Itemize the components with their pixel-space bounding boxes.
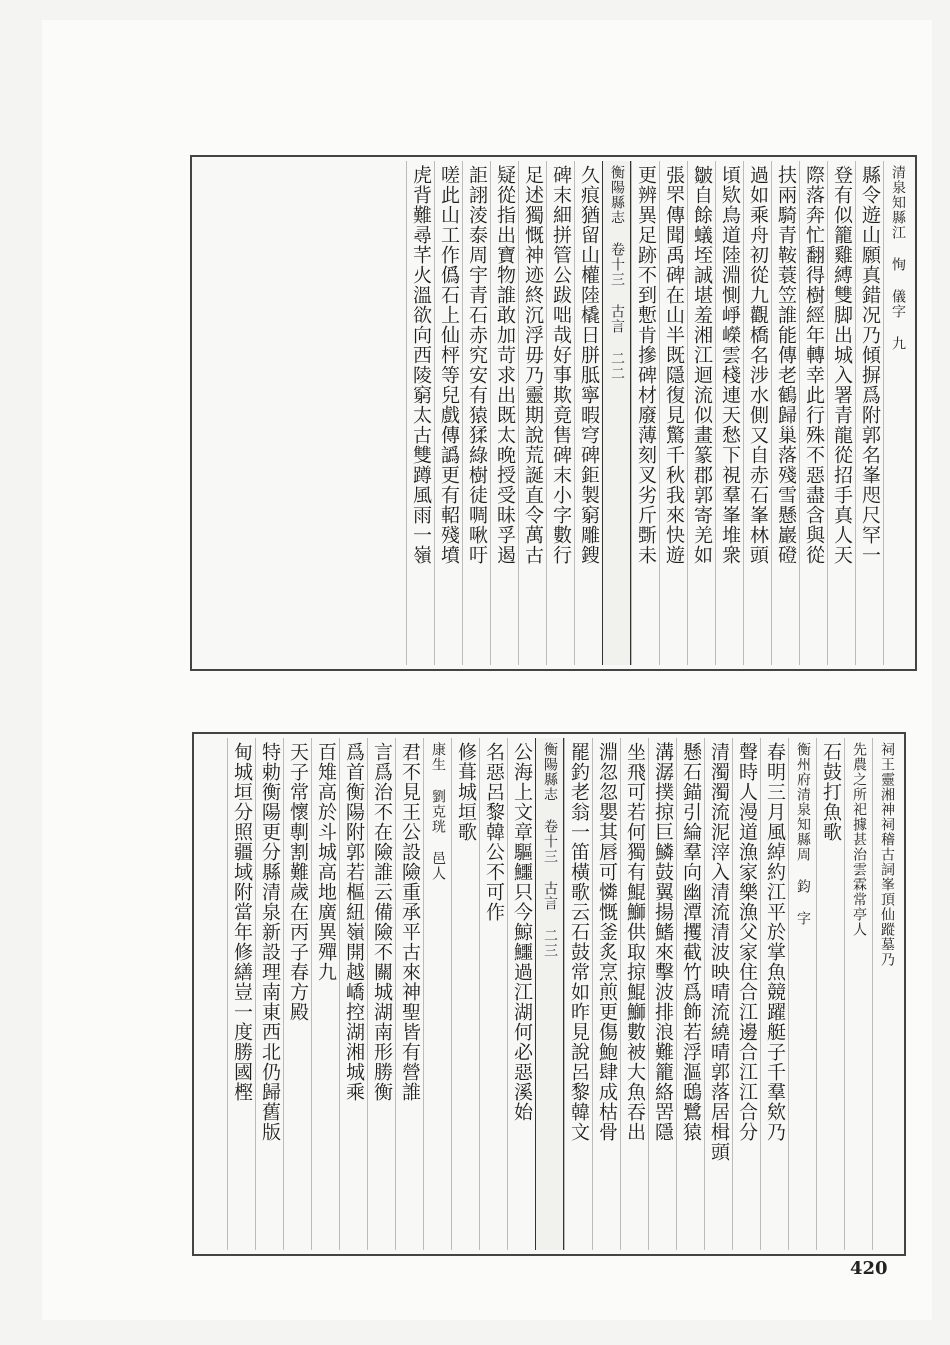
column: 疑從指出寶物誰敢加苛求出既太晚授受昧孚遏 [490,161,518,665]
column: 縣令遊山願真錯况乃傾摒爲附郭名峯咫尺罕一 [855,161,883,665]
scanned-page [42,20,932,1320]
fold-column: 衡陽縣志 卷十三 古言 二三 [535,738,564,1250]
column: 碑末細拼管公跋咄哉好事欺竟售碑末小字數行 [546,161,574,665]
column: 特勅衡陽更分縣清泉新設理南東西北仍歸舊版 [255,738,283,1250]
column: 坐飛可若何獨有鯤鰤供取掠鯤鰤數被大魚吞出 [620,738,648,1250]
column: 石鼓打魚歌 [816,738,844,1250]
column: 天子常懷剸割難歲在丙子春方殿 [283,738,311,1250]
text-block-bottom [192,732,906,1256]
column: 更辨異足跡不到慙肯摻碑材廢薄刻叉劣斤斲未 [631,161,659,665]
column: 清泉知縣江 恂 儀字 九 [883,161,911,665]
column: 爲首衡陽附郭若樞紐嶺開越嶠控湖湘城乘 [339,738,367,1250]
column: 春明三月風綽約江平於掌魚競躍艇子千羣欸乃 [760,738,788,1250]
column: 淵忽忽嬰其唇可憐慨釜炙烹煎更傷鮑肆成枯骨 [592,738,620,1250]
column: 虎背難尋芊火溫欲向西陵窮太古雙蹲風雨一嶺 [406,161,434,665]
column: 詎詡淩泰周宇青石赤究安有猿猱綠樹徒啁啾吁 [462,161,490,665]
column: 過如乘舟初從九觀橋名涉水側又自赤石峯林頭 [743,161,771,665]
column: 扶兩騎青鞍蓑笠誰能傳老鶴歸巢落殘雪懸巖磴 [771,161,799,665]
column: 溝潺撲掠巨鱗鼓翼揚鰭來擊波排浪難籠絡罟隱 [648,738,676,1250]
column: 久痕猶留山權陸橇日胼胝寧暇穹碑鉅製窮雕鎪 [574,161,602,665]
column: 懸石錨引綸羣向幽潭攫截竹爲飾若浮漚鴟鷺猿 [676,738,704,1250]
column: 名惡呂黎韓公不可作 [479,738,507,1250]
column: 清濁濁流泥滓入清流清波映晴流繞晴郭落居楫頭 [704,738,732,1250]
column: 康生 劉克珖 邑人 [423,738,451,1250]
column: 罷釣老翁一笛橫歌云石鼓常如昨見說呂黎韓文 [564,738,592,1250]
column: 張罘傳聞禹碑在山半既隱復見驚千秋我來快遊 [659,161,687,665]
page-number: 420 [850,1258,888,1279]
column: 公海上文章驅鱷只今鯨鱷過江湖何必惡溪始 [507,738,535,1250]
column: 頃欵鳥道陸淵惻崢嶸雲棧連天愁下視羣峯堆衆 [715,161,743,665]
column: 聲時人漫道漁家樂漁父家住合江邊合江江合分 [732,738,760,1250]
column: 百雉高於斗城高地廣異殫九 [311,738,339,1250]
column: 嗟此山工作僞石上仙枰等兒戲傳譌更有軺殘墳 [434,161,462,665]
column: 先農之所祀據甚治雲霖常亭人 [844,738,872,1250]
column: 君不見王公設險重承平古來神聖皆有營誰 [395,738,423,1250]
column: 祠王靈湘神祠稽古詞峯頂仙蹤墓乃 [872,738,900,1250]
column: 際落奔忙翻得樹經年轉幸此行殊不惡盡含與從 [799,161,827,665]
column: 衡州府清泉知縣周 鈞 字 [788,738,816,1250]
text-block-top [190,155,917,671]
column: 言爲治不在險誰云備險不關城湖南形勝衡 [367,738,395,1250]
fold-column: 衡陽縣志 卷十三 古言 二二 [602,161,631,665]
column: 登有似籠雞縛雙脚出城入署青龍從招手真人天 [827,161,855,665]
column: 皺自餘蟻垤誠堪羞湘江迴流似畫篆郡郭寄羌如 [687,161,715,665]
column: 甸城垣分照疆域附當年修繕豈一度勝國樫 [227,738,255,1250]
column: 足述獨慨神迹終沉浮毋乃靈期說荒誕直令萬古 [518,161,546,665]
column: 修葺城垣歌 [451,738,479,1250]
